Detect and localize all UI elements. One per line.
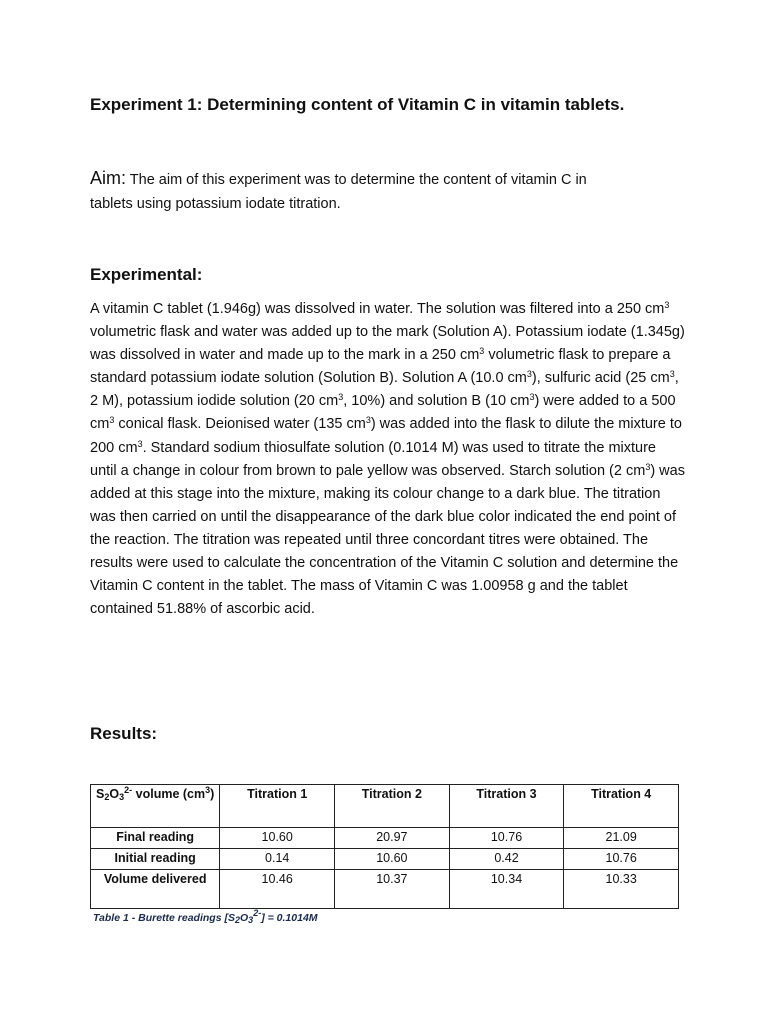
row-label: Initial reading bbox=[91, 849, 220, 870]
exp-text-4: ), sulfuric acid (25 cm bbox=[531, 370, 670, 387]
table-cell: 10.60 bbox=[220, 828, 335, 849]
sup-cubed: 3 bbox=[645, 461, 651, 472]
table-row bbox=[91, 870, 679, 909]
table-cell: 10.76 bbox=[449, 828, 564, 849]
exp-text-8: conical flask. Deionised water (135 cm bbox=[114, 416, 366, 433]
sup-cubed: 3 bbox=[365, 415, 371, 426]
table-cell: 10.60 bbox=[335, 849, 450, 870]
sup-cubed: 3 bbox=[529, 392, 535, 403]
sup-cubed: 3 bbox=[338, 392, 344, 403]
sup-cubed: 3 bbox=[669, 369, 675, 380]
sup-cubed: 3 bbox=[526, 369, 532, 380]
table-cell: 20.97 bbox=[335, 828, 450, 849]
table-cell: 10.37 bbox=[335, 870, 450, 909]
row-label: Volume delivered bbox=[91, 870, 220, 909]
exp-text-1: A vitamin C tablet (1.946g) was dissolved in water. The solution was filtered into a 250 cm bbox=[90, 301, 665, 317]
sup-cubed: 3 bbox=[137, 438, 143, 449]
header-titration-2: Titration 2 bbox=[335, 785, 450, 828]
table-cell: 0.14 bbox=[220, 849, 335, 870]
header-volume-label: $S_2O_3^{2-}$ volume $(cm^3)$ bbox=[91, 785, 220, 828]
table-cell: 21.09 bbox=[564, 828, 679, 849]
sup-cubed: 3 bbox=[664, 300, 670, 310]
aim-label: Aim: bbox=[90, 168, 126, 188]
exp-text-5: , 2 M), potassium iodide solution (20 cm bbox=[90, 370, 679, 410]
table-cell: 10.76 bbox=[564, 849, 679, 870]
table-header-row bbox=[91, 785, 679, 828]
sup-cubed: 3 bbox=[479, 346, 485, 357]
exp-text-9: ) was added into the flask to dilute the mixture to 200 cm bbox=[90, 416, 682, 456]
exp-text-3: volumetric flask to prepare a standard potassium iodate solution (Solution B). Solution A (10.0 cm bbox=[90, 347, 671, 387]
header-titration-1: Titration 1 bbox=[220, 785, 335, 828]
row-label: Final reading bbox=[91, 828, 220, 849]
table-row bbox=[91, 849, 679, 870]
experimental-heading: Experimental: bbox=[90, 265, 203, 284]
aim-text-line1: The aim of this experiment was to determine the content of vitamin C in bbox=[126, 172, 587, 188]
aim-text-line2: tablets using potassium iodate titration. bbox=[90, 196, 341, 212]
exp-text-6: , 10%) and solution B (10 cm bbox=[343, 393, 530, 410]
experimental-paragraph bbox=[90, 298, 685, 621]
burette-readings-table bbox=[90, 784, 679, 909]
table-cell: 10.34 bbox=[449, 870, 564, 909]
table-caption: Table 1 - Burette readings $[S_2O_3^{2-}] = 0.1014M$ bbox=[93, 908, 318, 925]
exp-text-7: ) were added to a 500 cm bbox=[90, 393, 676, 433]
results-heading: Results: bbox=[90, 724, 158, 743]
table-row bbox=[91, 828, 679, 849]
document-title: Experiment 1: Determining content of Vitamin C in vitamin tablets. bbox=[90, 95, 625, 114]
table-cell: 10.33 bbox=[564, 870, 679, 909]
table-cell: 0.42 bbox=[449, 849, 564, 870]
exp-text-2: volumetric flask and water was added up to the mark (Solution A). Potassium iodate (1.345g) was dissolved in water and made up to the mark in a 250 cm bbox=[90, 324, 685, 364]
sup-cubed: 3 bbox=[109, 415, 115, 426]
exp-text-10: . Standard sodium thiosulfate solution (0.1014 M) was used to titrate the mixture until a change in colour from brown to pale yellow was observed. Starch solution (2 cm bbox=[90, 439, 656, 479]
exp-text-11: ) was added at this stage into the mixture, making its colour change to a dark blue. The titration was then carried on until the disappearance of the dark blue color indicated the end point of the reaction. The titration was repeated until three concordant titres were obtained. The results were used to calculate the concentration of the Vitamin C solution and determine the Vitamin C content in the tablet. The mass of Vitamin C was 1.00958 g and the tablet contained 51.88% of ascorbic acid. bbox=[90, 462, 685, 618]
header-titration-4: Titration 4 bbox=[564, 785, 679, 828]
table-cell: 10.46 bbox=[220, 870, 335, 909]
aim-paragraph bbox=[90, 166, 680, 216]
header-titration-3: Titration 3 bbox=[449, 785, 564, 828]
